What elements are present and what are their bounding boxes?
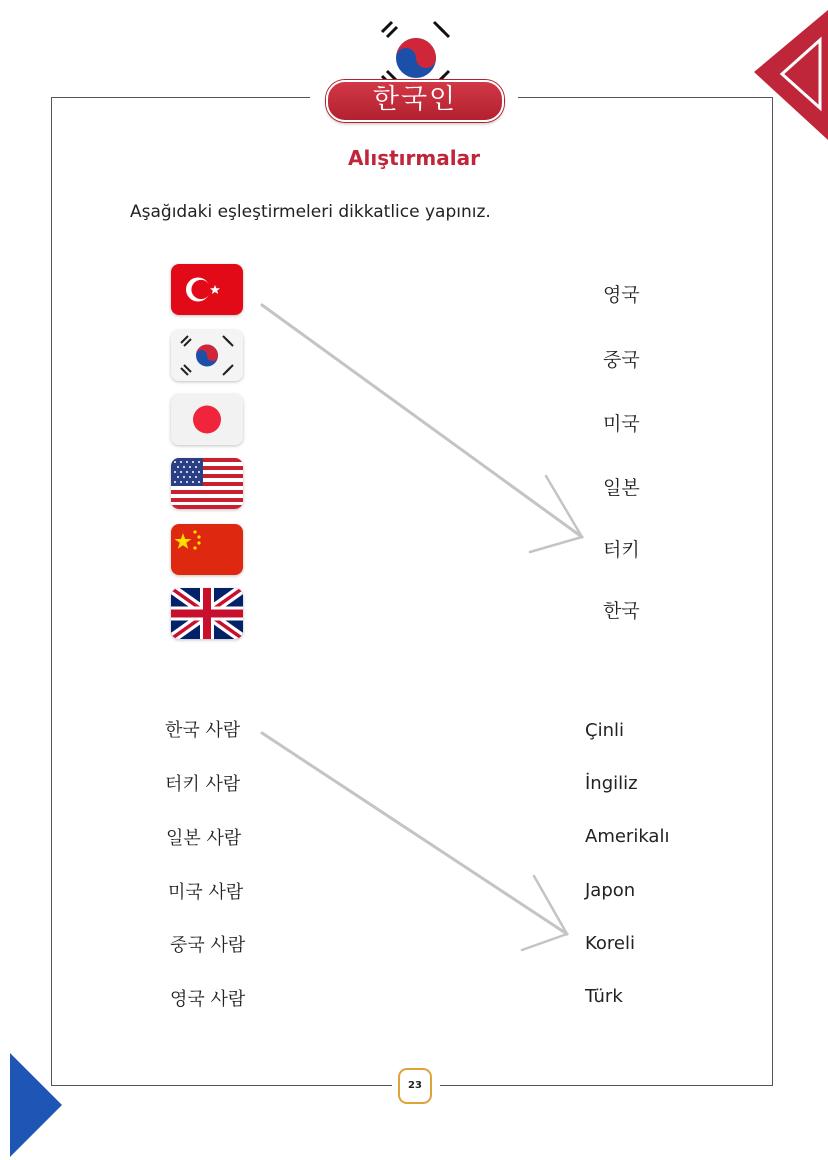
person-word: 터키 사람 xyxy=(165,774,241,795)
country-name: 한국 xyxy=(603,600,640,622)
person-word: 미국 사람 xyxy=(168,882,244,903)
nationality-word: Japon xyxy=(585,880,636,901)
page-number: 23 xyxy=(398,1068,432,1104)
person-word: 일본 사람 xyxy=(166,828,242,849)
instruction-text: Aşağıdaki eşleştirmeleri dikkatlice yapınız. xyxy=(130,202,491,222)
nationality-word: Türk xyxy=(585,986,623,1007)
country-name: 일본 xyxy=(603,477,640,499)
country-name: 터키 xyxy=(603,539,640,561)
nationality-word: Çinli xyxy=(585,720,624,741)
person-word: 영국 사람 xyxy=(170,989,246,1010)
country-name: 중국 xyxy=(603,349,640,371)
china-flag-icon xyxy=(171,524,243,575)
country-name: 미국 xyxy=(603,413,640,435)
section-heading: Alıştırmalar xyxy=(348,146,480,170)
page-title: 한국인 xyxy=(326,80,504,122)
country-name: 영국 xyxy=(603,284,640,306)
person-word: 한국 사람 xyxy=(165,720,241,741)
turkey-flag-icon xyxy=(171,264,243,315)
person-word: 중국 사람 xyxy=(170,935,246,956)
page-frame xyxy=(51,97,773,1086)
japan-flag-icon xyxy=(171,394,243,445)
uk-flag-icon xyxy=(171,588,243,639)
nationality-word: Amerikalı xyxy=(585,826,670,847)
usa-flag-icon xyxy=(171,458,243,509)
nationality-word: İngiliz xyxy=(585,773,638,794)
korea-flag-icon xyxy=(171,330,243,381)
nationality-word: Koreli xyxy=(585,933,636,954)
